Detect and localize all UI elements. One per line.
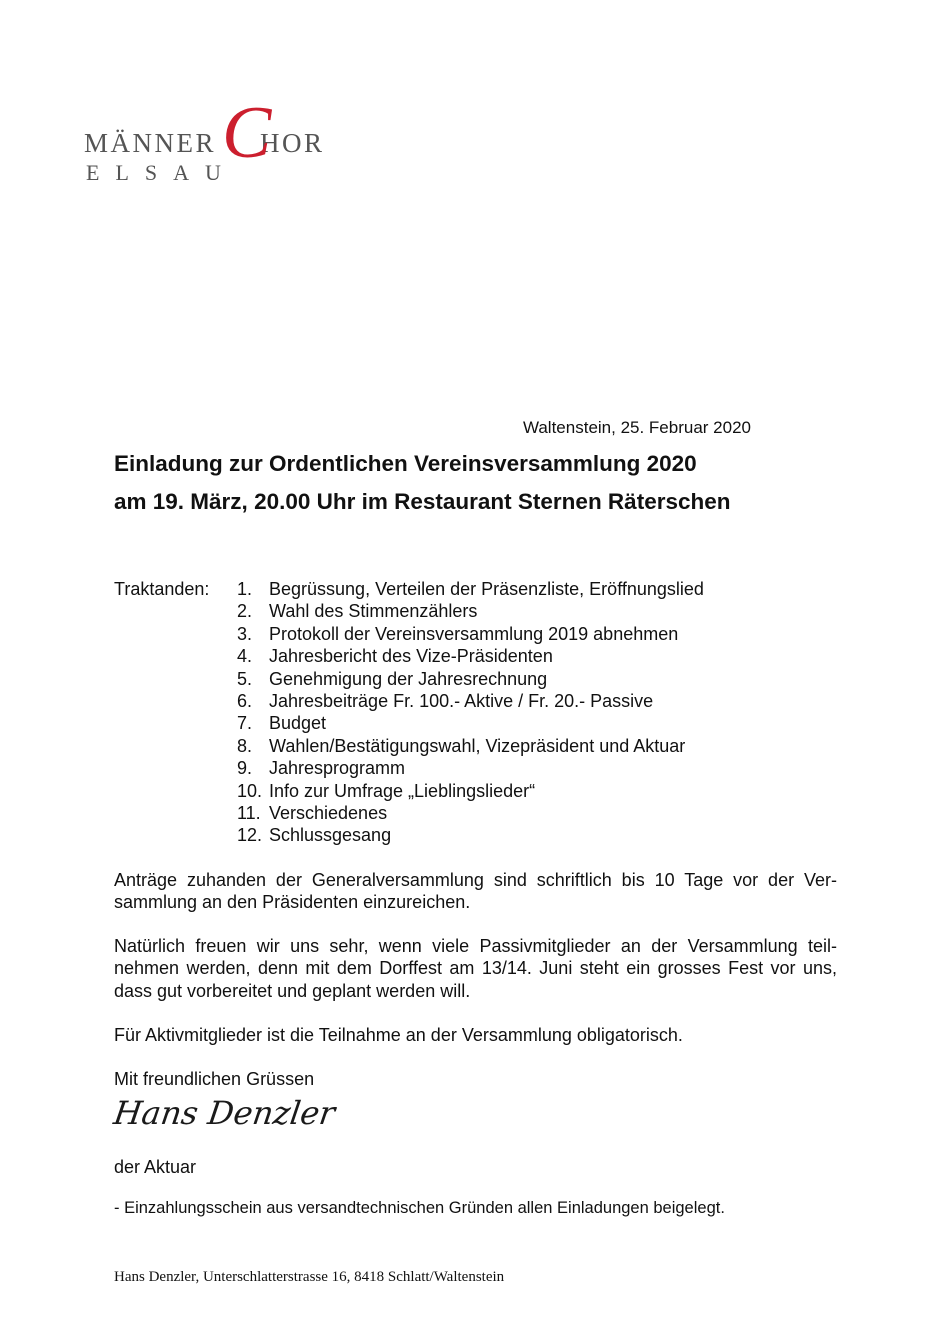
agenda-item [237, 712, 837, 734]
agenda-item-number: 9. [237, 758, 253, 779]
agenda-item-text: Info zur Umfrage „Lieblingslieder“ [269, 780, 536, 801]
logo-word-hor: HOR [260, 128, 325, 158]
footer-address: Hans Denzler, Unterschlatterstrasse 16, 8418 Schlatt/Waltenstein [114, 1269, 505, 1285]
agenda-item-text: Jahresbeiträge Fr. 100.- Aktive / Fr. 20.- Passive [269, 691, 654, 712]
agenda-item [237, 578, 837, 600]
agenda-item-number: 11. [237, 803, 261, 824]
title-line-2: am 19. März, 20.00 Uhr im Restaurant Sternen Räterschen [114, 489, 731, 514]
agenda-item-text: Budget [269, 713, 327, 734]
agenda-item-text: Genehmigung der Jahresrechnung [269, 668, 548, 689]
enclosure-note: - Einzahlungsschein aus versandtechnischen Gründen allen Einladungen beigelegt. [114, 1199, 725, 1217]
agenda-item-number: 12. [237, 825, 263, 846]
agenda-item-number: 10. [237, 780, 263, 801]
agenda-item-text: Jahresbericht des Vize-Präsidenten [269, 646, 553, 667]
agenda-item-text: Jahresprogramm [269, 758, 406, 779]
agenda-item [237, 645, 837, 667]
agenda-item [237, 735, 837, 757]
agenda-item [237, 600, 837, 622]
logo-word-maenner: MÄNNER [84, 128, 217, 158]
agenda-item [237, 623, 837, 645]
agenda-item-text: Schlussgesang [269, 825, 392, 846]
handwritten-signature: Hans Denzler [111, 1094, 338, 1132]
title-line-1: Einladung zur Ordentlichen Vereinsversammlung 2020 [114, 451, 697, 476]
agenda-item-number: 2. [237, 601, 253, 622]
logo-wordmark [84, 128, 325, 159]
agenda-item [237, 690, 837, 712]
agenda-item [237, 668, 837, 690]
date-line: Waltenstein, 25. Februar 2020 [522, 418, 751, 437]
agenda-item-number: 1. [237, 579, 253, 599]
closing-greeting: Mit freundlichen Grüssen [114, 1069, 315, 1089]
agenda-item-number: 5. [237, 668, 253, 689]
agenda-item [237, 824, 837, 846]
club-logo [84, 92, 344, 188]
agenda-item-text: Verschiedenes [269, 803, 388, 824]
paragraph-passive-members: Natürlich freuen wir uns sehr, wenn viele Passivmitglieder an der Versammlung teilnehmen werden, denn mit dem Dorffest am 13/14. Juni steht ein grosses Fest vor uns, dass gut vorbereitet und geplant werden will. [114, 936, 837, 1001]
agenda-item-number: 6. [237, 691, 253, 712]
agenda-item-number: 4. [237, 646, 253, 667]
paragraph-proposals: Anträge zuhanden der Generalversammlung sind schriftlich bis 10 Tage vor der Versammlung an den Präsidenten einzureichen. [114, 870, 837, 913]
agenda-item-text: Wahlen/Bestätigungswahl, Vizepräsident und Aktuar [269, 735, 686, 756]
agenda-list [237, 578, 837, 847]
agenda-item [237, 802, 837, 824]
agenda-item-text: Protokoll der Vereinsversammlung 2019 abnehmen [269, 623, 679, 644]
agenda-item [237, 780, 837, 802]
logo-c-letter: C [222, 92, 272, 174]
signer-role: der Aktuar [114, 1157, 197, 1177]
agenda-item-number: 7. [237, 713, 253, 734]
agenda-item-number: 3. [237, 623, 253, 644]
agenda-item-number: 8. [237, 735, 253, 756]
agenda-item-text: Wahl des Stimmenzählers [269, 601, 478, 622]
paragraph-active-members: Für Aktivmitglieder ist die Teilnahme an der Versammlung obligatorisch. [114, 1025, 683, 1045]
agenda-item [237, 757, 837, 779]
agenda-label: Traktanden: [114, 579, 210, 599]
agenda-item-text: Begrüssung, Verteilen der Präsenzliste, Eröffnungslied [269, 579, 704, 599]
logo-place-elsau: ELSAU [86, 160, 237, 185]
